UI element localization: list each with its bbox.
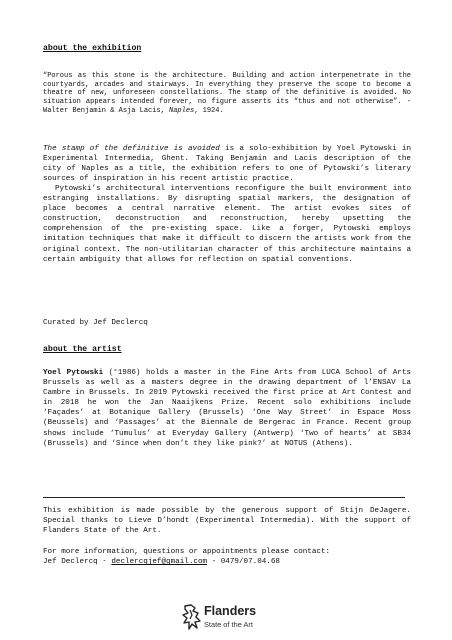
logo-tagline: State of the Art: [204, 620, 253, 629]
intro-paragraph: [43, 144, 411, 184]
quote-paragraph: [43, 72, 411, 116]
flanders-logo: [182, 604, 292, 630]
artist-name: Yoel Pytowski: [43, 369, 104, 377]
quote-attribution-suffix: , 1924.: [194, 106, 224, 115]
contact-paragraph: [43, 547, 411, 567]
logo-brand: Flanders: [204, 604, 257, 618]
artist-bio-paragraph: [43, 368, 411, 449]
flanders-lion-icon: [182, 604, 202, 630]
contact-intro: For more information, questions or appointments please contact:: [43, 548, 331, 556]
body-paragraph: Pytowski’s architectural interventions reconfigure the built environment into estranging installations. By disrupting spatial markers, the designation of place becomes a central narrative element. The artist evokes sites of construction, deconstruction and reconstruction, hereby upsetting the comprehension of the pre-existing space. Like a forger, Pytowski employs imitation techniques that make it difficult to discern the artists work from the original context. The non-utilitarian character of this architecture maintains a certain ambiguity that allows for reflection on spatial conventions.: [43, 185, 411, 264]
support-paragraph: This exhibition is made possible by the generous support of Stijn DeJagere. Special thanks to Lieve D’hondt (Experimental Intermedia). With the support of Flanders State of the Art.: [43, 507, 411, 536]
quote-attribution-prefix: - Walter Benjamin & Asja Lacis,: [43, 98, 411, 115]
contact-email-link[interactable]: declercqjef@gmail.com: [111, 558, 208, 567]
artist-bio-text: (°1986) holds a master in the Fine Arts from LUCA School of Arts Brussels as well as a masters degree in the drawing department of l’ENSAV La Cambre in Brussels. In 2019 Pytowski received the first price at Art Contest and in 2018 he won the Jan Naaijkens Prize. Recent solo exhibitions include ‘Façades’ at Botanique Gallery (Brussels) ‘One Way Street’ in Espace Moss (Beussels) and ‘Passages’ at the Biennale de Bergerac in France. Recent group shows include ‘Tumulus’ at Everyday Gallery (Antwerp) ‘Two of hearts’ at SB34 (Brussels) and ‘Since when don’t they like pink?’ at NOTUS (Athens).: [43, 369, 411, 448]
curator-line: Curated by Jef Declercq: [43, 319, 148, 327]
exhibition-title: The stamp of the definitive is avoided: [43, 145, 220, 153]
section-heading-exhibition: about the exhibition: [43, 44, 142, 53]
intro-text: is a solo-exhibition by Yoel Pytowski in Experimental Intermedia, Ghent. Taking Benjamin and Lacis description of the city of Naples as a title, the exhibition refers to one of Pytowski’s literary sources of inspiration in his recent artistic practice.: [43, 145, 411, 184]
quote-attribution-title: Naples: [169, 106, 195, 115]
contact-name: Jef Declercq -: [43, 558, 112, 567]
divider-line: [43, 497, 405, 498]
contact-phone: - 0479/07.04.68: [207, 558, 280, 567]
section-heading-artist: about the artist: [43, 345, 122, 354]
quote-text: “Porous as this stone is the architecture. Building and action interpenetrate in the courtyards, arcades and stairways. In everything they preserve the scope to become a theatre of new, unforeseen constellations. The stamp of the definitive is avoided. No situation appears intended forever, no figure asserts its “thus and not otherwise”.: [43, 72, 411, 107]
